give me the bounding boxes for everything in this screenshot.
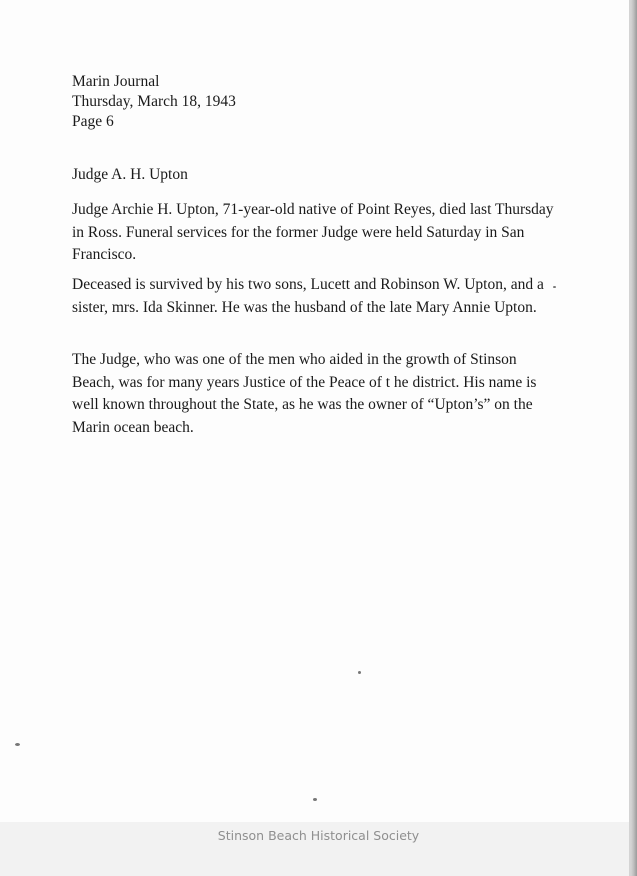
scan-speck	[553, 286, 556, 288]
document-header	[72, 72, 236, 132]
scan-speck	[313, 798, 317, 801]
publication-name: Marin Journal	[72, 73, 160, 90]
footer-credit: Stinson Beach Historical Society	[217, 828, 420, 843]
publication-date: Thursday, March 18, 1943	[72, 93, 236, 110]
article-paragraph: Judge Archie H. Upton, 71-year-old native of Point Reyes, died last Thursday in Ross. Funeral services for the former Judge were held Saturday in San Francisco.	[72, 201, 554, 263]
article-title: Judge A. H. Upton	[72, 166, 188, 183]
scan-speck	[15, 743, 20, 746]
article-paragraph: The Judge, who was one of the men who aided in the growth of Stinson Beach, was for many years Justice of the Peace of t he district. His name is well known throughout the State, as he was the owner of “Upton’s” on the Marin ocean beach.	[72, 351, 537, 436]
scan-speck	[358, 671, 361, 674]
page-edge-shadow	[629, 0, 637, 876]
article-paragraph: Deceased is survived by his two sons, Lucett and Robinson W. Upton, and a sister, mrs. Ida Skinner. He was the husband of the late Mary Annie Upton.	[72, 276, 544, 316]
page-number: Page 6	[72, 113, 114, 130]
